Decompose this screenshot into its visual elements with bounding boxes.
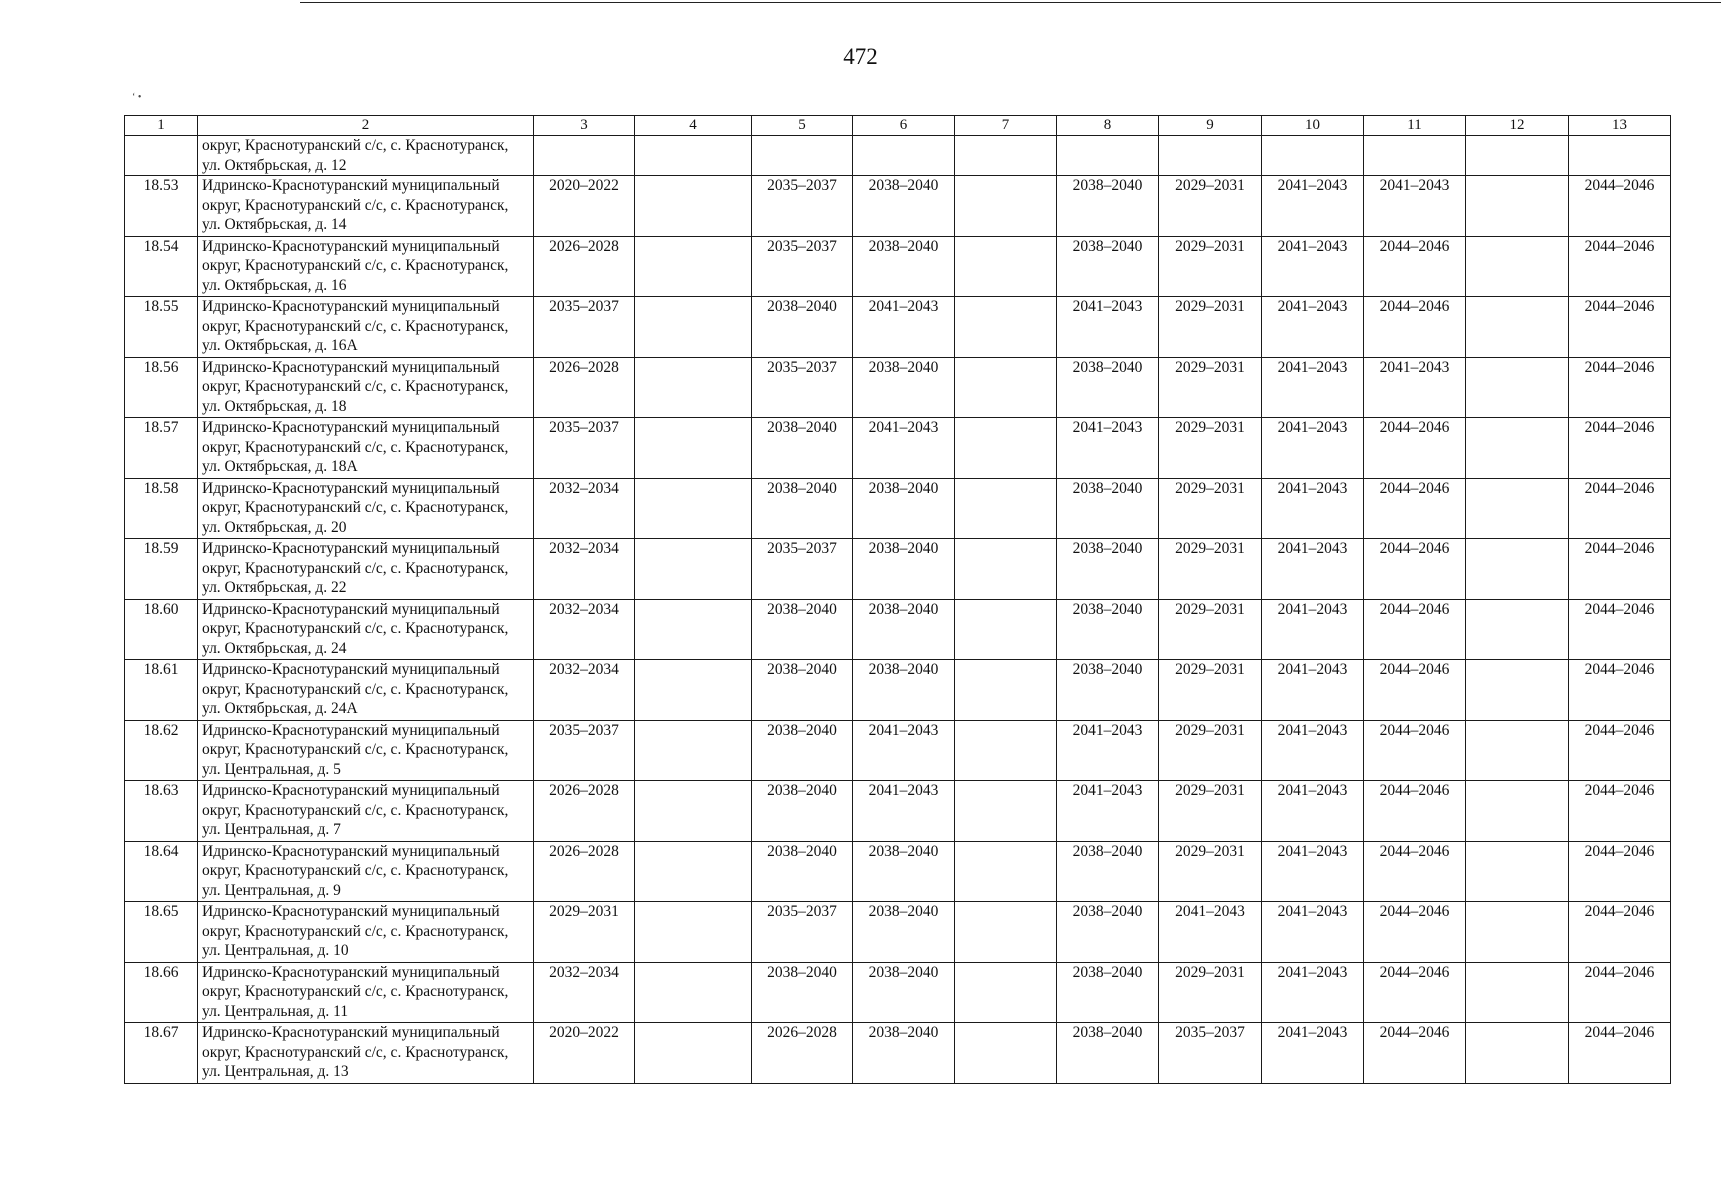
cell-col-9: 2029–2031 bbox=[1159, 720, 1262, 781]
row-number: 18.62 bbox=[125, 720, 198, 781]
cell-col-5: 2038–2040 bbox=[752, 418, 853, 479]
col-header-9: 9 bbox=[1159, 116, 1262, 136]
address-line: Идринско-Краснотуранский муниципальный bbox=[202, 358, 500, 376]
cell-col-7 bbox=[955, 781, 1057, 842]
cell-col-12 bbox=[1466, 781, 1569, 842]
col-header-13: 13 bbox=[1569, 116, 1671, 136]
cell-col-10: 2041–2043 bbox=[1262, 962, 1364, 1023]
address-line: ул. Центральная, д. 5 bbox=[202, 760, 341, 778]
address-line: ул. Центральная, д. 10 bbox=[202, 942, 349, 959]
cell-col-5: 2035–2037 bbox=[752, 539, 853, 600]
cell-col-6: 2038–2040 bbox=[853, 962, 955, 1023]
cell-col-11: 2044–2046 bbox=[1364, 478, 1466, 539]
cell-col-5: 2035–2037 bbox=[752, 176, 853, 237]
address-line: Идринско-Краснотуранский муниципальный bbox=[202, 1024, 500, 1041]
cell-col-11: 2044–2046 bbox=[1364, 297, 1466, 358]
cell-empty bbox=[752, 136, 853, 176]
table-row bbox=[125, 720, 1671, 781]
cell-col-11: 2041–2043 bbox=[1364, 176, 1466, 237]
cell-col-6: 2041–2043 bbox=[853, 418, 955, 479]
row-number: 18.58 bbox=[125, 478, 198, 539]
cell-col-12 bbox=[1466, 176, 1569, 237]
cell-col-12 bbox=[1466, 1023, 1569, 1084]
cell-col-10: 2041–2043 bbox=[1262, 236, 1364, 297]
row-address bbox=[198, 962, 534, 1023]
cell-col-5: 2038–2040 bbox=[752, 478, 853, 539]
cell-empty bbox=[1262, 136, 1364, 176]
row-number: 18.67 bbox=[125, 1023, 198, 1084]
top-rule bbox=[300, 2, 1721, 3]
row-address bbox=[198, 720, 534, 781]
cell-col-11: 2044–2046 bbox=[1364, 781, 1466, 842]
cell-col-11: 2044–2046 bbox=[1364, 418, 1466, 479]
cell-col-12 bbox=[1466, 599, 1569, 660]
cell-col-12 bbox=[1466, 236, 1569, 297]
address-line: Идринско-Краснотуранский муниципальный bbox=[202, 298, 500, 315]
cell-empty bbox=[635, 136, 752, 176]
cell-col-9: 2029–2031 bbox=[1159, 781, 1262, 842]
cell-col-3: 2029–2031 bbox=[534, 902, 635, 963]
row-address bbox=[198, 781, 534, 842]
cell-empty bbox=[1569, 136, 1671, 176]
table-row bbox=[125, 236, 1671, 297]
cell-col-7 bbox=[955, 841, 1057, 902]
cell-col-7 bbox=[955, 962, 1057, 1023]
cell-col-9: 2029–2031 bbox=[1159, 539, 1262, 600]
cell-col-3: 2035–2037 bbox=[534, 418, 635, 479]
address-line: округ, Краснотуранский с/с, с. Краснотуранск, bbox=[202, 257, 509, 274]
row-address bbox=[198, 841, 534, 902]
cell-col-6: 2038–2040 bbox=[853, 236, 955, 297]
cell-col-7 bbox=[955, 478, 1057, 539]
address-line: Идринско-Краснотуранский муниципальный bbox=[202, 963, 500, 981]
cell-col-3: 2026–2028 bbox=[534, 781, 635, 842]
address-line: ул. Октябрьская, д. 16 bbox=[202, 276, 347, 294]
address-line: округ, Краснотуранский с/с, с. Краснотуранск, bbox=[202, 196, 509, 214]
cell-col-7 bbox=[955, 176, 1057, 237]
address-line: Идринско-Краснотуранский муниципальный bbox=[202, 842, 500, 860]
address-line: округ, Краснотуранский с/с, с. Краснотуранск, bbox=[202, 559, 509, 577]
cell-col-3: 2026–2028 bbox=[534, 357, 635, 418]
col-header-4: 4 bbox=[635, 116, 752, 136]
cell-empty bbox=[1466, 136, 1569, 176]
address-line: округ, Краснотуранский с/с, с. Краснотуранск, bbox=[202, 801, 509, 819]
cell-col-9: 2029–2031 bbox=[1159, 599, 1262, 660]
cell-col-4 bbox=[635, 660, 752, 721]
address-line: Идринско-Краснотуранский муниципальный bbox=[202, 661, 500, 678]
cell-col-4 bbox=[635, 599, 752, 660]
table-row bbox=[125, 599, 1671, 660]
cell-col-4 bbox=[635, 720, 752, 781]
cell-col-9: 2029–2031 bbox=[1159, 176, 1262, 237]
cell-col-8: 2041–2043 bbox=[1057, 297, 1159, 358]
cell-col-13: 2044–2046 bbox=[1569, 902, 1671, 963]
cell-col-12 bbox=[1466, 902, 1569, 963]
cell-col-3: 2032–2034 bbox=[534, 478, 635, 539]
cell-col-4 bbox=[635, 418, 752, 479]
row-number bbox=[125, 136, 198, 176]
row-number: 18.65 bbox=[125, 902, 198, 963]
address-line: ул. Октябрьская, д. 24 bbox=[202, 639, 347, 657]
row-number: 18.60 bbox=[125, 599, 198, 660]
cell-col-10: 2041–2043 bbox=[1262, 1023, 1364, 1084]
row-address bbox=[198, 599, 534, 660]
cell-col-6: 2038–2040 bbox=[853, 902, 955, 963]
cell-col-11: 2044–2046 bbox=[1364, 962, 1466, 1023]
cell-col-9: 2029–2031 bbox=[1159, 297, 1262, 358]
row-address bbox=[198, 660, 534, 721]
cell-empty bbox=[1159, 136, 1262, 176]
cell-col-12 bbox=[1466, 962, 1569, 1023]
cell-col-9: 2029–2031 bbox=[1159, 841, 1262, 902]
address-line: ул. Центральная, д. 7 bbox=[202, 821, 341, 838]
address-line: ул. Центральная, д. 13 bbox=[202, 1063, 349, 1080]
cell-col-8: 2038–2040 bbox=[1057, 176, 1159, 237]
cell-col-12 bbox=[1466, 478, 1569, 539]
cell-col-3: 2032–2034 bbox=[534, 660, 635, 721]
cell-col-12 bbox=[1466, 418, 1569, 479]
cell-col-7 bbox=[955, 297, 1057, 358]
col-header-2: 2 bbox=[198, 116, 534, 136]
cell-col-4 bbox=[635, 841, 752, 902]
table-row bbox=[125, 478, 1671, 539]
col-header-8: 8 bbox=[1057, 116, 1159, 136]
cell-col-13: 2044–2046 bbox=[1569, 357, 1671, 418]
cell-col-4 bbox=[635, 236, 752, 297]
cell-col-13: 2044–2046 bbox=[1569, 1023, 1671, 1084]
cell-col-3: 2020–2022 bbox=[534, 176, 635, 237]
col-header-5: 5 bbox=[752, 116, 853, 136]
cell-col-7 bbox=[955, 660, 1057, 721]
cell-empty bbox=[853, 136, 955, 176]
cell-col-13: 2044–2046 bbox=[1569, 962, 1671, 1023]
address-line: округ, Краснотуранский с/с, с. Краснотуранск, bbox=[202, 317, 509, 335]
table-row bbox=[125, 297, 1671, 358]
table-row bbox=[125, 357, 1671, 418]
col-header-11: 11 bbox=[1364, 116, 1466, 136]
cell-col-5: 2038–2040 bbox=[752, 841, 853, 902]
row-address bbox=[198, 1023, 534, 1084]
row-address bbox=[198, 297, 534, 358]
cell-col-10: 2041–2043 bbox=[1262, 478, 1364, 539]
cell-col-10: 2041–2043 bbox=[1262, 418, 1364, 479]
address-line: ул. Октябрьская, д. 12 bbox=[202, 156, 347, 174]
cell-col-4 bbox=[635, 781, 752, 842]
cell-col-6: 2038–2040 bbox=[853, 357, 955, 418]
address-line: округ, Краснотуранский с/с, с. Краснотуранск, bbox=[202, 378, 509, 395]
cell-col-13: 2044–2046 bbox=[1569, 478, 1671, 539]
cell-col-9: 2041–2043 bbox=[1159, 902, 1262, 963]
address-line: округ, Краснотуранский с/с, с. Краснотуранск, bbox=[202, 680, 509, 698]
cell-col-5: 2035–2037 bbox=[752, 357, 853, 418]
cell-empty bbox=[534, 136, 635, 176]
cell-col-7 bbox=[955, 236, 1057, 297]
address-line: округ, Краснотуранский с/с, с. Краснотуранск, bbox=[202, 137, 509, 154]
cell-col-3: 2026–2028 bbox=[534, 841, 635, 902]
cell-col-9: 2029–2031 bbox=[1159, 660, 1262, 721]
cell-col-11: 2044–2046 bbox=[1364, 841, 1466, 902]
cell-col-8: 2038–2040 bbox=[1057, 599, 1159, 660]
cell-col-6: 2041–2043 bbox=[853, 720, 955, 781]
row-address bbox=[198, 357, 534, 418]
row-number: 18.63 bbox=[125, 781, 198, 842]
cell-col-9: 2029–2031 bbox=[1159, 478, 1262, 539]
cell-col-3: 2035–2037 bbox=[534, 297, 635, 358]
cell-col-9: 2029–2031 bbox=[1159, 962, 1262, 1023]
cell-col-10: 2041–2043 bbox=[1262, 902, 1364, 963]
address-line: округ, Краснотуранский с/с, с. Краснотуранск, bbox=[202, 438, 509, 456]
cell-col-6: 2038–2040 bbox=[853, 660, 955, 721]
cell-col-11: 2041–2043 bbox=[1364, 357, 1466, 418]
cell-col-7 bbox=[955, 599, 1057, 660]
address-line: округ, Краснотуранский с/с, с. Краснотуранск, bbox=[202, 1043, 509, 1061]
address-line: Идринско-Краснотуранский муниципальный bbox=[202, 600, 500, 618]
cell-col-13: 2044–2046 bbox=[1569, 176, 1671, 237]
table-row bbox=[125, 660, 1671, 721]
address-line: округ, Краснотуранский с/с, с. Краснотуранск, bbox=[202, 499, 509, 516]
cell-col-13: 2044–2046 bbox=[1569, 720, 1671, 781]
cell-col-5: 2035–2037 bbox=[752, 902, 853, 963]
cell-col-5: 2038–2040 bbox=[752, 962, 853, 1023]
row-number: 18.61 bbox=[125, 660, 198, 721]
address-line: ул. Центральная, д. 9 bbox=[202, 881, 341, 899]
address-line: ул. Октябрьская, д. 24А bbox=[202, 700, 358, 717]
cell-col-5: 2035–2037 bbox=[752, 236, 853, 297]
cell-col-4 bbox=[635, 357, 752, 418]
row-address bbox=[198, 418, 534, 479]
cell-col-12 bbox=[1466, 841, 1569, 902]
row-number: 18.56 bbox=[125, 357, 198, 418]
address-line: округ, Краснотуранский с/с, с. Краснотуранск, bbox=[202, 620, 509, 637]
cell-col-11: 2044–2046 bbox=[1364, 1023, 1466, 1084]
col-header-3: 3 bbox=[534, 116, 635, 136]
cell-col-6: 2038–2040 bbox=[853, 539, 955, 600]
cell-col-5: 2038–2040 bbox=[752, 660, 853, 721]
address-line: ул. Октябрьская, д. 22 bbox=[202, 579, 347, 596]
address-line: округ, Краснотуранский с/с, с. Краснотуранск, bbox=[202, 983, 509, 1000]
cell-col-9: 2029–2031 bbox=[1159, 418, 1262, 479]
row-address bbox=[198, 136, 534, 176]
cell-col-13: 2044–2046 bbox=[1569, 781, 1671, 842]
cell-col-13: 2044–2046 bbox=[1569, 297, 1671, 358]
cell-col-9: 2035–2037 bbox=[1159, 1023, 1262, 1084]
cell-col-10: 2041–2043 bbox=[1262, 539, 1364, 600]
cell-col-12 bbox=[1466, 720, 1569, 781]
address-line: округ, Краснотуранский с/с, с. Краснотуранск, bbox=[202, 862, 509, 879]
cell-col-13: 2044–2046 bbox=[1569, 599, 1671, 660]
table-row bbox=[125, 962, 1671, 1023]
cell-col-4 bbox=[635, 176, 752, 237]
cell-col-8: 2038–2040 bbox=[1057, 660, 1159, 721]
address-line: Идринско-Краснотуранский муниципальный bbox=[202, 903, 500, 920]
row-number: 18.53 bbox=[125, 176, 198, 237]
page-number: 472 bbox=[843, 44, 878, 69]
cell-col-10: 2041–2043 bbox=[1262, 841, 1364, 902]
address-line: ул. Октябрьская, д. 20 bbox=[202, 518, 347, 536]
cell-col-10: 2041–2043 bbox=[1262, 660, 1364, 721]
address-line: Идринско-Краснотуранский муниципальный bbox=[202, 237, 500, 255]
cell-col-8: 2038–2040 bbox=[1057, 539, 1159, 600]
cell-col-6: 2038–2040 bbox=[853, 841, 955, 902]
cell-col-10: 2041–2043 bbox=[1262, 357, 1364, 418]
cell-col-11: 2044–2046 bbox=[1364, 720, 1466, 781]
cell-col-8: 2038–2040 bbox=[1057, 357, 1159, 418]
cell-col-10: 2041–2043 bbox=[1262, 176, 1364, 237]
cell-col-3: 2032–2034 bbox=[534, 599, 635, 660]
cell-col-11: 2044–2046 bbox=[1364, 539, 1466, 600]
cell-col-13: 2044–2046 bbox=[1569, 236, 1671, 297]
cell-col-13: 2044–2046 bbox=[1569, 418, 1671, 479]
cell-col-5: 2038–2040 bbox=[752, 781, 853, 842]
col-header-6: 6 bbox=[853, 116, 955, 136]
row-number: 18.64 bbox=[125, 841, 198, 902]
cell-col-5: 2038–2040 bbox=[752, 599, 853, 660]
cell-col-8: 2041–2043 bbox=[1057, 720, 1159, 781]
address-line: ул. Центральная, д. 11 bbox=[202, 1002, 349, 1020]
col-header-7: 7 bbox=[955, 116, 1057, 136]
address-line: Идринско-Краснотуранский муниципальный bbox=[202, 479, 500, 497]
cell-col-3: 2026–2028 bbox=[534, 236, 635, 297]
schedule-table bbox=[124, 115, 1671, 1084]
row-number: 18.54 bbox=[125, 236, 198, 297]
cell-col-3: 2035–2037 bbox=[534, 720, 635, 781]
cell-col-6: 2041–2043 bbox=[853, 297, 955, 358]
address-line: округ, Краснотуранский с/с, с. Краснотуранск, bbox=[202, 922, 509, 940]
cell-col-5: 2038–2040 bbox=[752, 297, 853, 358]
row-number: 18.57 bbox=[125, 418, 198, 479]
cell-col-9: 2029–2031 bbox=[1159, 236, 1262, 297]
table-row bbox=[125, 176, 1671, 237]
row-address bbox=[198, 478, 534, 539]
table-row bbox=[125, 781, 1671, 842]
col-header-10: 10 bbox=[1262, 116, 1364, 136]
cell-col-13: 2044–2046 bbox=[1569, 841, 1671, 902]
cell-col-13: 2044–2046 bbox=[1569, 660, 1671, 721]
row-address bbox=[198, 539, 534, 600]
cell-col-10: 2041–2043 bbox=[1262, 297, 1364, 358]
row-address bbox=[198, 902, 534, 963]
cell-empty bbox=[1364, 136, 1466, 176]
table-row bbox=[125, 539, 1671, 600]
cell-col-6: 2038–2040 bbox=[853, 478, 955, 539]
table-row bbox=[125, 841, 1671, 902]
row-address bbox=[198, 176, 534, 237]
table-row bbox=[125, 418, 1671, 479]
cell-col-7 bbox=[955, 418, 1057, 479]
cell-col-12 bbox=[1466, 297, 1569, 358]
row-number: 18.66 bbox=[125, 962, 198, 1023]
col-header-1: 1 bbox=[125, 116, 198, 136]
cell-col-8: 2038–2040 bbox=[1057, 236, 1159, 297]
cell-col-10: 2041–2043 bbox=[1262, 781, 1364, 842]
cell-col-8: 2038–2040 bbox=[1057, 902, 1159, 963]
cell-col-3: 2020–2022 bbox=[534, 1023, 635, 1084]
cell-col-7 bbox=[955, 357, 1057, 418]
cell-col-7 bbox=[955, 1023, 1057, 1084]
cell-col-11: 2044–2046 bbox=[1364, 236, 1466, 297]
address-line: ул. Октябрьская, д. 18А bbox=[202, 458, 358, 475]
cell-col-8: 2041–2043 bbox=[1057, 418, 1159, 479]
cell-col-11: 2044–2046 bbox=[1364, 599, 1466, 660]
cell-col-12 bbox=[1466, 539, 1569, 600]
cell-col-6: 2038–2040 bbox=[853, 176, 955, 237]
cell-empty bbox=[1057, 136, 1159, 176]
cell-col-4 bbox=[635, 478, 752, 539]
cell-col-5: 2026–2028 bbox=[752, 1023, 853, 1084]
cell-col-9: 2029–2031 bbox=[1159, 357, 1262, 418]
cell-col-8: 2041–2043 bbox=[1057, 781, 1159, 842]
table-row-continued bbox=[125, 136, 1671, 176]
cell-col-3: 2032–2034 bbox=[534, 539, 635, 600]
header-row bbox=[125, 116, 1671, 136]
address-line: Идринско-Краснотуранский муниципальный bbox=[202, 721, 500, 739]
cell-col-4 bbox=[635, 1023, 752, 1084]
address-line: ул. Октябрьская, д. 16А bbox=[202, 337, 358, 354]
row-number: 18.55 bbox=[125, 297, 198, 358]
cell-col-13: 2044–2046 bbox=[1569, 539, 1671, 600]
cell-col-3: 2032–2034 bbox=[534, 962, 635, 1023]
cell-col-8: 2038–2040 bbox=[1057, 841, 1159, 902]
address-line: Идринско-Краснотуранский муниципальный bbox=[202, 540, 500, 557]
cell-col-6: 2038–2040 bbox=[853, 1023, 955, 1084]
address-line: Идринско-Краснотуранский муниципальный bbox=[202, 177, 500, 194]
address-line: Идринско-Краснотуранский муниципальный bbox=[202, 782, 500, 799]
row-number: 18.59 bbox=[125, 539, 198, 600]
cell-col-4 bbox=[635, 297, 752, 358]
scan-marks: ‘ • bbox=[132, 92, 142, 103]
row-address bbox=[198, 236, 534, 297]
cell-col-8: 2038–2040 bbox=[1057, 478, 1159, 539]
cell-empty bbox=[955, 136, 1057, 176]
cell-col-6: 2038–2040 bbox=[853, 599, 955, 660]
cell-col-12 bbox=[1466, 357, 1569, 418]
cell-col-4 bbox=[635, 539, 752, 600]
cell-col-11: 2044–2046 bbox=[1364, 660, 1466, 721]
table-body bbox=[125, 136, 1671, 1084]
cell-col-5: 2038–2040 bbox=[752, 720, 853, 781]
cell-col-11: 2044–2046 bbox=[1364, 902, 1466, 963]
table-row bbox=[125, 1023, 1671, 1084]
cell-col-4 bbox=[635, 902, 752, 963]
cell-col-12 bbox=[1466, 660, 1569, 721]
address-line: Идринско-Краснотуранский муниципальный bbox=[202, 419, 500, 436]
address-line: округ, Краснотуранский с/с, с. Краснотуранск, bbox=[202, 741, 509, 758]
table-row bbox=[125, 902, 1671, 963]
cell-col-4 bbox=[635, 962, 752, 1023]
cell-col-8: 2038–2040 bbox=[1057, 962, 1159, 1023]
cell-col-10: 2041–2043 bbox=[1262, 720, 1364, 781]
col-header-12: 12 bbox=[1466, 116, 1569, 136]
cell-col-6: 2041–2043 bbox=[853, 781, 955, 842]
cell-col-8: 2038–2040 bbox=[1057, 1023, 1159, 1084]
address-line: ул. Октябрьская, д. 14 bbox=[202, 216, 347, 233]
cell-col-7 bbox=[955, 720, 1057, 781]
cell-col-7 bbox=[955, 539, 1057, 600]
address-line: ул. Октябрьская, д. 18 bbox=[202, 397, 347, 415]
cell-col-7 bbox=[955, 902, 1057, 963]
cell-col-10: 2041–2043 bbox=[1262, 599, 1364, 660]
